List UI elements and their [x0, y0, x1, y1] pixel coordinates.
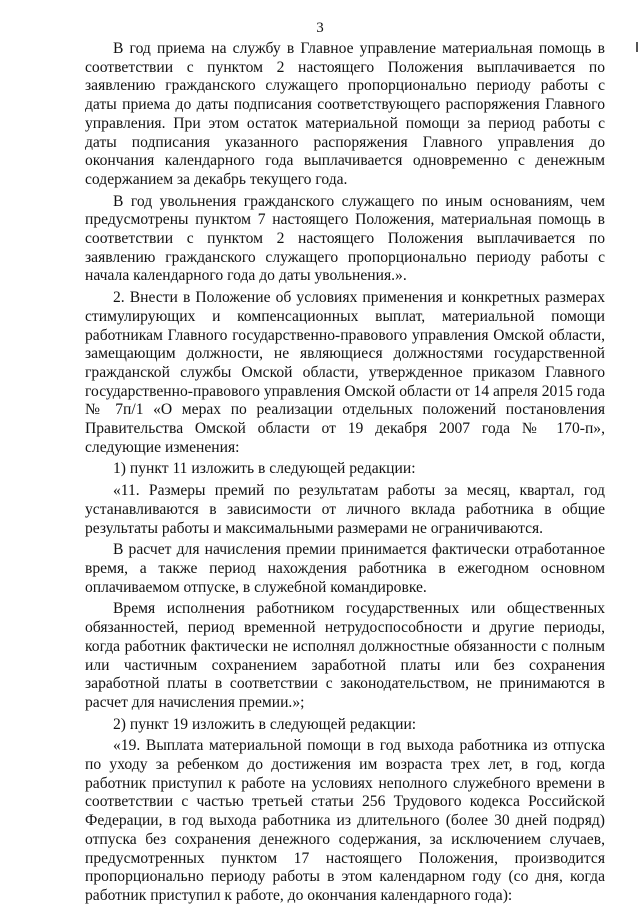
paragraph: 1) пункт 11 изложить в следующей редакции: — [113, 460, 416, 478]
paragraph: 2) пункт 19 изложить в следующей редакции: — [113, 715, 417, 733]
paragraph: В год увольнения гражданского служащего по иным основаниям, чем предусмотрены пунктом 7 настоящего Положения, материальная помощь в соответствии с пунктом 2 настоящего Положения выплачивается по заявлению гражданского служащего пропорционально периоду работы с начала календарного года до даты увольнения.». — [85, 192, 605, 285]
page-number: 3 — [316, 20, 324, 36]
paragraph: Время исполнения работником государственных или общественных обязанностей, период временной нетрудоспособности и другие периоды, когда работник фактически не исполнял должностные обязанности с полным или частичным сохранением заработной платы или без сохранения заработной платы в соответствии с законодательством, не принимаются в расчет для начисления премии.»; — [85, 600, 605, 711]
paragraph: «11. Размеры премий по результатам работы за месяц, квартал, год устанавливаются в зависимости от личного вклада работника в общие результаты работы и максимальными размерами не ограничиваются. — [85, 482, 605, 537]
paragraph: 2. Внести в Положение об условиях применения и конкретных размерах стимулирующих и компенсационных выплат, материальной помощи работникам Главного государственно-правового управления Омской области, замещающим должности, не являющиеся должностями государственной гражданской службы Омской области, утвержденное приказом Главного государственно-правового управления Омской области от 14 апреля 2015 года № 7п/1 «О мерах по реализации отдельных положений постановления Правительства Омской области от 19 декабря 2007 года № 170-п», следующие изменения: — [85, 289, 605, 456]
paragraph: В год приема на службу в Главное управление материальная помощь в соответствии с пунктом 2 настоящего Положения выплачивается по заявлению гражданского служащего пропорционально периоду работы с даты приема до даты подписания соответствующего распоряжения Главного управления. При этом остаток материальной помощи за период работы с даты подписания указанного распоряжения Главного управления до окончания календарного года выплачивается одновременно с денежным содержанием за декабрь текущего года. — [85, 40, 605, 188]
scan-edge-mark — [636, 42, 638, 52]
document-body — [85, 40, 605, 909]
paragraph: «19. Выплата материальной помощи в год выхода работника из отпуска по уходу за ребенком до достижения им возраста трех лет, в год, когда работник приступил к работе на условиях неполного служебного времени в соответствии с частью третьей статьи 256 Трудового кодекса Российской Федерации, в год выхода работника из длительного (более 30 дней подряд) отпуска без сохранения денежного содержания, за исключением случаев, предусмотренных пунктом 17 настоящего Положения, производится пропорционально периоду работы в этом календарном году (со дня, когда работник приступил к работе, до окончания календарного года): — [85, 737, 605, 904]
paragraph: В расчет для начисления премии принимается фактически отработанное время, а также период нахождения работника в ежегодном основном оплачиваемом отпуске, в служебной командировке. — [85, 541, 605, 596]
